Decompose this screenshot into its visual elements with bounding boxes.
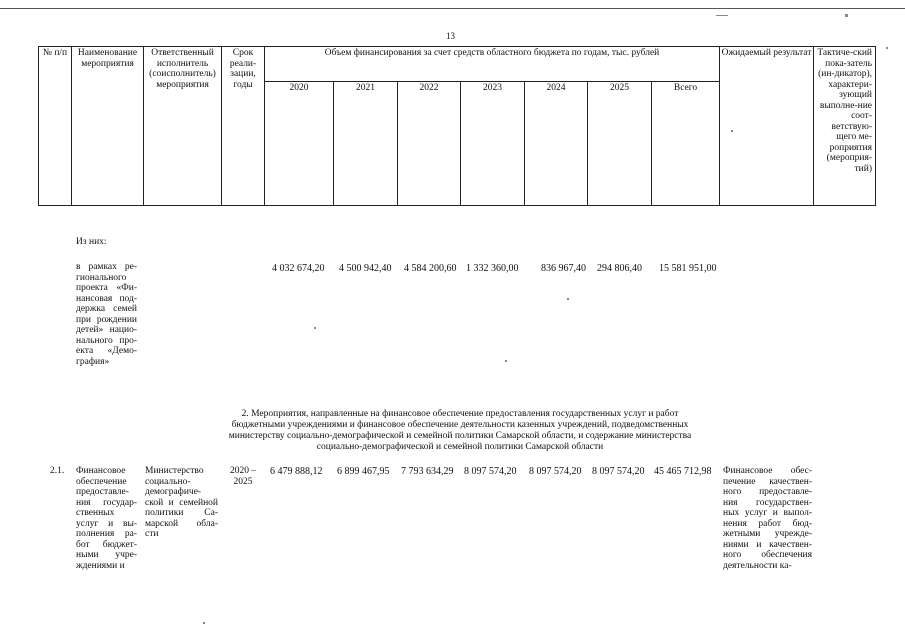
header-term: Срок реали-зации, годы — [222, 47, 265, 206]
of-them-label: Из них: — [76, 237, 107, 247]
row-2-1-amount-2024: 8 097 574,20 — [529, 466, 582, 477]
header-year: 2021 — [334, 81, 398, 205]
header-year: 2025 — [588, 81, 652, 205]
row-2-1-amount-2020: 6 479 888,12 — [270, 466, 323, 477]
page-top-edge — [0, 8, 905, 9]
row-2-1-term: 2020 – 2025 — [229, 466, 257, 487]
header-executor: Ответственный исполнитель (соисполнитель) мероприятия — [144, 47, 222, 206]
scan-speck — [314, 327, 316, 329]
header-funding: Объем финансирования за счет средств областного бюджета по годам, тыс. рублей — [265, 47, 720, 82]
row-2-1-amount-total: 45 465 712,98 — [654, 466, 712, 477]
header-tactical: Тактиче-ский пока-затель (ин-дикатор), характери-зующий выполне-ние соот-ветствую-щего ме-роприятия (мероприя-тий) — [814, 47, 876, 206]
regional-project-name: в рамках ре- гионального проекта «Фи- нансовая под- держка семей при рождении детей» нацио- нального про- екта «Демо- графия» — [76, 262, 137, 367]
row-2-1-name: Финансовое обеспечение предоставле- ния государ- ственных услуг и вы- полнения ра- бот бюджет- ными учре- ждениями и — [76, 466, 137, 571]
header-year: 2023 — [461, 81, 525, 205]
row-2-1-executor: Министерство социально- демографиче- ской и семейной политики Са- марской обла- сти — [145, 466, 218, 539]
row-2-1-amount-2023: 8 097 574,20 — [464, 466, 517, 477]
header-expected: Ожидаемый результат — [720, 47, 814, 206]
scan-speck — [716, 15, 728, 16]
header-total: Всего — [652, 81, 720, 205]
header-table — [38, 46, 876, 206]
regional-amount-2024: 836 967,40 — [541, 263, 586, 274]
scan-speck — [567, 298, 569, 300]
section-2-heading: 2. Мероприятия, направленные на финансовое обеспечение предоставления государственных услуг и работ бюджетными учреждениями и финансовое обеспечение деятельности казенных учреждений, подведомственных министерству социально-демографической и семейной политики Самарской области, и содержание министерства социально-демографической и семейной политики Самарской области — [228, 409, 692, 452]
row-2-1-number: 2.1. — [50, 466, 65, 476]
regional-amount-2020: 4 032 674,20 — [272, 263, 325, 274]
regional-amount-total: 15 581 951,00 — [659, 263, 717, 274]
scan-speck — [845, 14, 848, 17]
header-year: 2022 — [398, 81, 461, 205]
regional-amount-2023: 1 332 360,00 — [466, 263, 519, 274]
row-2-1-amount-2022: 7 793 634,29 — [401, 466, 454, 477]
header-num: № п/п — [39, 47, 72, 206]
scan-speck — [203, 622, 205, 624]
row-2-1-amount-2025: 8 097 574,20 — [592, 466, 645, 477]
row-2-1-expected-result: Финансовое обес- печение качествен- ного предоставле- ния государствен- ных услуг и выпол- нения работ бюд- жетными учрежде- ниями и качествен- ного обеспечения деятельности ка- — [723, 466, 812, 571]
header-year: 2020 — [265, 81, 334, 205]
header-name: Наименование мероприятия — [72, 47, 144, 206]
header-year: 2024 — [525, 81, 588, 205]
scan-speck — [505, 360, 507, 362]
row-2-1-amount-2021: 6 899 467,95 — [337, 466, 390, 477]
regional-amount-2022: 4 584 200,60 — [404, 263, 457, 274]
scan-speck — [731, 130, 733, 132]
regional-amount-2021: 4 500 942,40 — [339, 263, 392, 274]
scan-speck — [886, 47, 888, 49]
page-number: 13 — [446, 31, 455, 41]
regional-amount-2025: 294 806,40 — [597, 263, 642, 274]
